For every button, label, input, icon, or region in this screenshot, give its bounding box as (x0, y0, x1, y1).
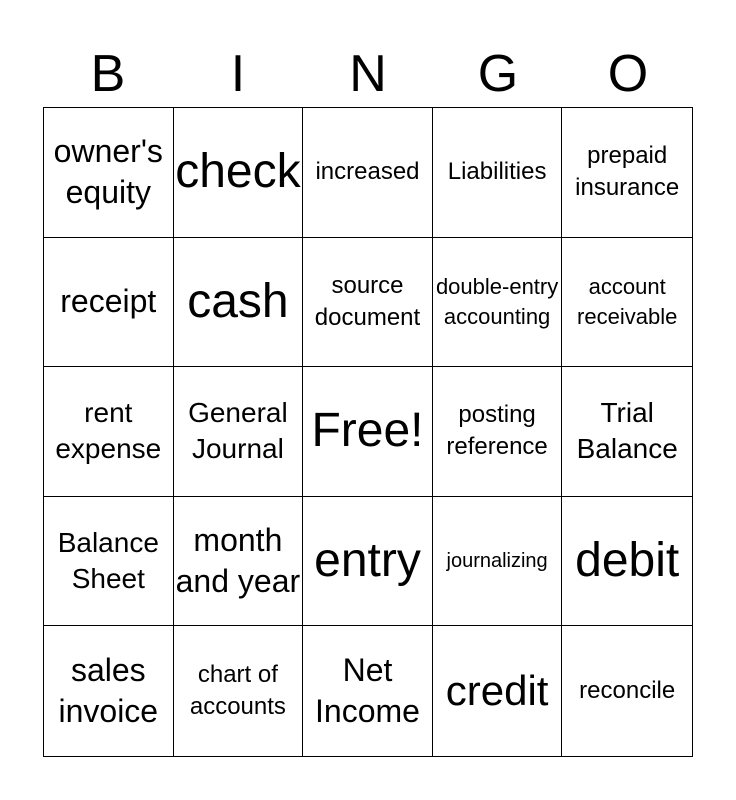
bingo-cell[interactable]: credit (433, 626, 563, 756)
header-letter-b: B (90, 45, 126, 103)
bingo-cell[interactable]: rent expense (44, 367, 174, 497)
bingo-cell[interactable]: receipt (44, 238, 174, 368)
bingo-card (43, 107, 693, 757)
bingo-cell[interactable]: cash (174, 238, 304, 368)
header-letter-g: G (477, 45, 519, 103)
bingo-cell[interactable]: Liabilities (433, 108, 563, 238)
bingo-cell[interactable]: General Journal (174, 367, 304, 497)
bingo-header (43, 40, 693, 108)
bingo-cell[interactable]: chart of accounts (174, 626, 304, 756)
header-letter-n: N (349, 45, 387, 103)
bingo-cell[interactable]: account receivable (562, 238, 692, 368)
bingo-cell[interactable]: Balance Sheet (44, 497, 174, 627)
bingo-cell[interactable]: Trial Balance (562, 367, 692, 497)
bingo-cell[interactable]: sales invoice (44, 626, 174, 756)
header-letter-i: I (230, 45, 246, 103)
bingo-cell[interactable]: posting reference (433, 367, 563, 497)
bingo-cell[interactable]: owner's equity (44, 108, 174, 238)
bingo-cell[interactable]: source document (303, 238, 433, 368)
bingo-cell[interactable]: double-entry accounting (433, 238, 563, 368)
bingo-cell[interactable]: increased (303, 108, 433, 238)
free-space[interactable]: Free! (303, 367, 433, 497)
header-letter-o: O (607, 45, 649, 103)
bingo-cell[interactable]: month and year (174, 497, 304, 627)
bingo-cell[interactable]: debit (562, 497, 692, 627)
bingo-cell[interactable]: Net Income (303, 626, 433, 756)
bingo-cell[interactable]: journalizing (433, 497, 563, 627)
bingo-cell[interactable]: check (174, 108, 304, 238)
bingo-cell[interactable]: prepaid insurance (562, 108, 692, 238)
bingo-cell[interactable]: reconcile (579, 677, 676, 704)
bingo-cell[interactable]: entry (303, 497, 433, 627)
